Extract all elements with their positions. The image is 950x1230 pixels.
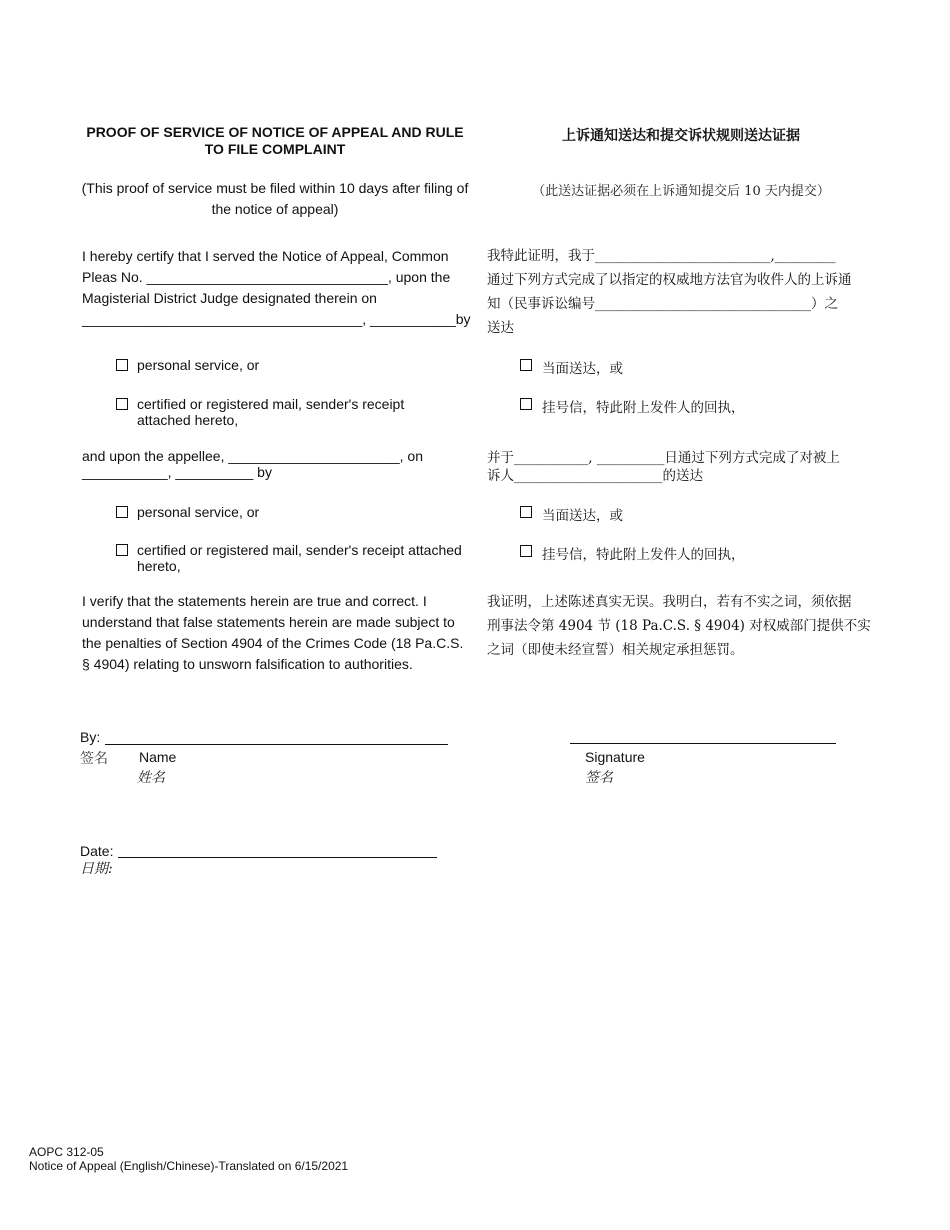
name-line[interactable] (105, 744, 448, 745)
certified-mail-checkbox-2[interactable] (116, 544, 128, 556)
certified-mail-checkbox-zh-2[interactable] (520, 545, 532, 557)
certified-mail-label-zh: 挂号信，特此附上发件人的回执， (542, 400, 745, 416)
personal-service-checkbox-zh-2[interactable] (520, 506, 532, 518)
personal-service-label-2: personal service, or (137, 504, 260, 520)
appellee-english (82, 448, 423, 480)
verification-line: 我证明，上述陈述真实无误。我明白，若有不实之词，须依据 (487, 594, 852, 610)
title-english: PROOF OF SERVICE OF NOTICE OF APPEAL AND RULE TO FILE COMPLAINT (86, 124, 464, 157)
certification-line: 通过下列方式完成了以指定的权威地方法官为收件人的上诉通 (487, 272, 852, 288)
personal-service-checkbox-2[interactable] (116, 506, 128, 518)
certification-line: ____________________________________, ___________by (82, 311, 471, 327)
signature-line[interactable] (570, 743, 836, 744)
footer-note: Notice of Appeal (English/Chinese)-Translated on 6/15/2021 (29, 1159, 349, 1173)
by-label: By: (80, 729, 101, 745)
certification-chinese (487, 244, 887, 340)
verification-line: 刑事法令第 4904 节 (18 Pa.C.S. § 4904) 对权威部门提供不实 (487, 618, 871, 634)
certified-mail-checkbox[interactable] (116, 398, 128, 410)
signature-label: Signature (585, 749, 645, 765)
certification-line: Pleas No. _______________________________, upon the (82, 269, 451, 285)
verification-chinese (487, 590, 887, 662)
personal-service-label: personal service, or (137, 357, 260, 373)
certification-line: 我特此证明，我于__________________________,_________ (487, 248, 836, 264)
personal-service-checkbox[interactable] (116, 359, 128, 371)
certified-mail-label-zh-2: 挂号信，特此附上发件人的回执， (542, 547, 745, 563)
appellee-line: 并于___________, __________日通过下列方式完成了对被上 (487, 450, 840, 466)
appellee-line: ___________, __________ by (82, 464, 272, 480)
certification-line: Magisterial District Judge designated therein on (82, 290, 377, 306)
title-chinese: 上诉通知送达和提交诉状规则送达证据 (562, 128, 800, 144)
appellee-chinese (487, 449, 840, 485)
certified-mail-checkbox-zh[interactable] (520, 398, 532, 410)
form-id: AOPC 312-05 (29, 1145, 104, 1159)
appellee-line: 诉人______________________的送达 (487, 468, 703, 484)
verification-english: I verify that the statements herein are true and correct. I understand that false statements herein are made subject to the penalties of Section 4904 of the Crimes Code (18 Pa.C.S. § 4904) relating to unsworn falsification to authorities. (82, 593, 464, 672)
personal-service-label-zh: 当面送达，或 (542, 361, 623, 377)
certified-mail-label-2: certified or registered mail, sender's receipt attached hereto, (137, 542, 462, 574)
verification-line: 之词（即使未经宣誓）相关规定承担惩罚。 (487, 642, 744, 658)
certified-mail-label: certified or registered mail, sender's receipt attached hereto, (137, 396, 405, 428)
date-line[interactable] (118, 857, 437, 858)
name-label: Name (139, 749, 177, 765)
date-chinese-label: 日期: (80, 861, 113, 877)
certification-line: 送达 (487, 320, 514, 336)
certification-line: 知（民事诉讼编号________________________________）之 (487, 296, 838, 312)
appellee-line: and upon the appellee, ______________________, on (82, 448, 423, 464)
subtitle-english: (This proof of service must be filed within 10 days after filing of the notice of appeal) (81, 180, 469, 217)
certification-line: I hereby certify that I served the Notice of Appeal, Common (82, 248, 449, 264)
subtitle-chinese: （此送达证据必须在上诉通知提交后 10 天内提交） (532, 184, 830, 199)
signature-chinese-label: 签名 (585, 770, 613, 786)
personal-service-checkbox-zh[interactable] (520, 359, 532, 371)
by-chinese-label: 签名 (80, 751, 108, 767)
name-chinese-label: 姓名 (137, 770, 165, 786)
certification-english (82, 246, 482, 330)
personal-service-label-zh-2: 当面送达，或 (542, 508, 623, 524)
date-label: Date: (80, 843, 114, 859)
